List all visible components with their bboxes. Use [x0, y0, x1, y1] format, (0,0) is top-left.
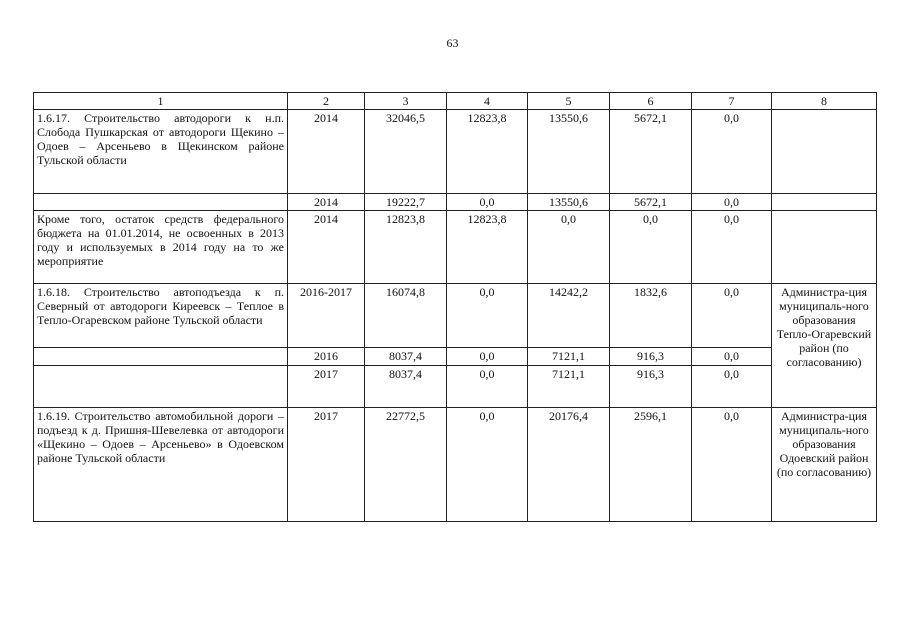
column-header: 6	[610, 93, 692, 110]
table-cell: 7121,1	[528, 366, 610, 408]
row-description	[34, 194, 288, 211]
row-description: 1.6.18. Строительство автоподъезда к п. Северный от автодороги Киреевск – Теплое в Тепло-Огаревском районе Тульской области	[34, 284, 288, 348]
table-row	[34, 110, 877, 194]
header-row	[34, 93, 877, 110]
table-row	[34, 284, 877, 348]
table-cell: 0,0	[692, 348, 772, 366]
table-cell: 19222,7	[365, 194, 447, 211]
table-cell: 16074,8	[365, 284, 447, 348]
table-cell: 0,0	[692, 408, 772, 522]
table-cell: 0,0	[447, 348, 528, 366]
table-cell: 2014	[288, 110, 365, 194]
table-cell: 20176,4	[528, 408, 610, 522]
table-cell: 2014	[288, 194, 365, 211]
table-cell: 0,0	[447, 366, 528, 408]
column-header: 3	[365, 93, 447, 110]
column-header: 4	[447, 93, 528, 110]
row-description: Кроме того, остаток средств федерального бюджета на 01.01.2014, не освоенных в 2013 году и используемых в 2014 году на то же мероприятие	[34, 211, 288, 284]
responsible-party: Администра-ция муниципаль-ного образования Одоевский район (по согласованию)	[772, 408, 877, 522]
table-row	[34, 211, 877, 284]
budget-table	[33, 92, 877, 522]
table-cell: 13550,6	[528, 110, 610, 194]
table-cell: 2017	[288, 366, 365, 408]
table-cell: 0,0	[447, 194, 528, 211]
table-cell: 22772,5	[365, 408, 447, 522]
table-row	[34, 348, 877, 366]
table-cell: 0,0	[692, 110, 772, 194]
column-header: 2	[288, 93, 365, 110]
table-cell: 0,0	[692, 211, 772, 284]
table-cell	[772, 110, 877, 194]
table-cell	[772, 211, 877, 284]
row-description	[34, 348, 288, 366]
table-cell: 916,3	[610, 348, 692, 366]
table-cell: 12823,8	[447, 211, 528, 284]
table-cell: 2016-2017	[288, 284, 365, 348]
table-cell: 32046,5	[365, 110, 447, 194]
table-cell: 0,0	[692, 284, 772, 348]
table-cell: 5672,1	[610, 110, 692, 194]
table-row	[34, 366, 877, 408]
table-cell: 1832,6	[610, 284, 692, 348]
table-cell: 8037,4	[365, 366, 447, 408]
table-cell: 0,0	[692, 194, 772, 211]
table-cell: 2596,1	[610, 408, 692, 522]
table-cell: 12823,8	[365, 211, 447, 284]
column-header: 1	[34, 93, 288, 110]
column-header: 8	[772, 93, 877, 110]
table-cell: 12823,8	[447, 110, 528, 194]
column-header: 5	[528, 93, 610, 110]
table-row	[34, 408, 877, 522]
table-cell: 2016	[288, 348, 365, 366]
table-cell: 13550,6	[528, 194, 610, 211]
table-cell: 7121,1	[528, 348, 610, 366]
row-description: 1.6.19. Строительство автомобильной дороги – подъезд к д. Пришня-Шевелевка от автодороги «Щекино – Одоев – Арсеньево» в Одоевском районе Тульской области	[34, 408, 288, 522]
responsible-party: Администра-ция муниципаль-ного образования Тепло-Огаревский район (по согласованию)	[772, 284, 877, 408]
table-cell: 8037,4	[365, 348, 447, 366]
table-cell: 0,0	[528, 211, 610, 284]
table-cell: 916,3	[610, 366, 692, 408]
row-description: 1.6.17. Строительство автодороги к н.п. Слобода Пушкарская от автодороги Щекино – Одоев – Арсеньево в Щекинском районе Тульской области	[34, 110, 288, 194]
column-header: 7	[692, 93, 772, 110]
page-number: 63	[446, 36, 459, 50]
table-cell: 2014	[288, 211, 365, 284]
table-cell: 0,0	[447, 408, 528, 522]
row-description	[34, 366, 288, 408]
table-cell: 5672,1	[610, 194, 692, 211]
table-cell	[772, 194, 877, 211]
table-cell: 0,0	[447, 284, 528, 348]
table-cell: 0,0	[610, 211, 692, 284]
table-cell: 2017	[288, 408, 365, 522]
table-cell: 0,0	[692, 366, 772, 408]
table-cell: 14242,2	[528, 284, 610, 348]
table-row	[34, 194, 877, 211]
